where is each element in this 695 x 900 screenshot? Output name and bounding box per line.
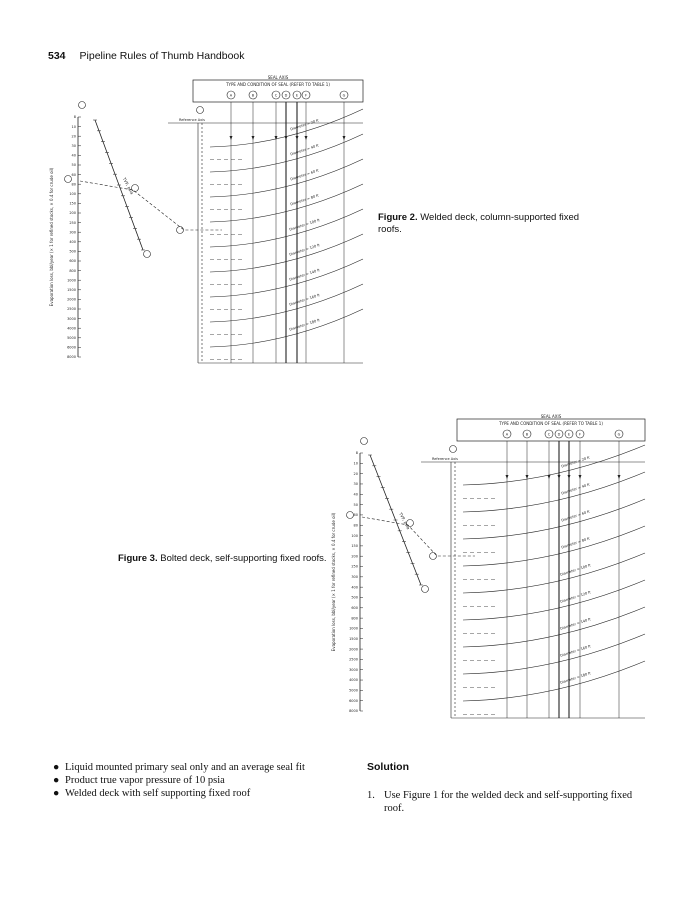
seal-marker-label: G <box>342 93 346 98</box>
diameter-label: Diameter = 20 ft <box>560 455 591 469</box>
loss-scale-tick-label: 3000 <box>67 316 76 321</box>
reference-axis-marker <box>450 446 457 453</box>
loss-scale-tick-label: 50 <box>353 502 358 507</box>
diameter-label: Diameter = 160 ft <box>559 644 592 658</box>
figure-3-caption-label: Figure 3. <box>118 553 158 564</box>
seal-marker-label: C <box>274 93 278 98</box>
loss-scale-tick-label: 5000 <box>67 336 76 340</box>
loss-scale-tick-label: 800 <box>351 616 358 621</box>
figure-2-caption-label: Figure 2. <box>378 212 418 223</box>
y-axis-label: Evaporation loss, bbl/year (× 1 for refined stocks, × 0.4 for crude oil) <box>331 512 336 652</box>
diameter-label: Diameter = 20 ft <box>289 118 320 132</box>
step-marker <box>177 227 184 234</box>
seal-marker-label: D <box>557 432 561 437</box>
seal-marker-label: E <box>567 432 571 437</box>
diameter-label: Diameter = 180 ft <box>559 671 592 685</box>
arrow-mark <box>343 136 346 140</box>
diameter-curve <box>463 445 645 485</box>
loss-scale-tick-label: 5000 <box>349 688 358 693</box>
seal-marker-label: A <box>505 432 509 437</box>
loss-scale-tick-label: 10 <box>353 461 358 466</box>
diameter-label: Diameter = 160 ft <box>288 293 321 307</box>
loss-scale-tick-label: 8 <box>73 115 76 120</box>
diameter-curve <box>463 634 645 674</box>
loss-scale-tick-label: 20 <box>353 471 358 476</box>
loss-scale-tick-label: 600 <box>69 259 76 264</box>
loss-scale-tick-label: 400 <box>69 240 76 244</box>
page-number: 534 <box>48 50 66 62</box>
seal-axis-subtitle: TYPE AND CONDITION OF SEAL (REFER TO TABLE 1) <box>499 421 603 426</box>
step-marker <box>144 251 151 258</box>
loss-scale-tick-label: 2000 <box>67 297 76 302</box>
figure-2-caption <box>378 212 588 236</box>
loss-scale-tick-label: 150 <box>351 544 358 549</box>
loss-scale-tick-label: 8000 <box>67 355 76 360</box>
diameter-label: Diameter = 40 ft <box>560 482 591 496</box>
reference-axis-marker <box>197 107 204 114</box>
arrow-mark <box>506 475 509 479</box>
loss-scale-tick-label: 2500 <box>67 307 76 312</box>
step-marker <box>361 438 368 445</box>
loss-scale-tick-label: 1500 <box>349 636 358 641</box>
seal-marker-label: B <box>251 93 255 98</box>
seal-marker-label: D <box>284 93 288 98</box>
diameter-label: Diameter = 100 ft <box>288 218 321 232</box>
book-title: Pipeline Rules of Thumb Handbook <box>79 50 245 62</box>
loss-scale-tick-label: 100 <box>351 533 358 538</box>
arrow-mark <box>568 475 571 479</box>
diameter-curve <box>463 580 645 620</box>
loss-scale-tick-label: 100 <box>69 192 76 196</box>
y-axis-label: Evaporation loss, bbl/year (× 1 for refined stocks, × 0.4 for crude oil) <box>49 167 54 307</box>
arrow-mark <box>230 136 233 140</box>
diameter-label: Diameter = 120 ft <box>288 243 321 257</box>
loss-scale-tick-label: 40 <box>353 492 358 497</box>
diameter-label: Diameter = 120 ft <box>559 590 592 604</box>
seal-marker-label: B <box>525 432 529 437</box>
seal-axis-title: SEAL AXIS <box>540 414 562 419</box>
solution-step-text: Use Figure 1 for the welded deck and self-supporting fixed roof. <box>384 790 633 814</box>
seal-axis-title: SEAL AXIS <box>267 75 289 80</box>
loss-scale-tick-label: 3000 <box>349 667 358 672</box>
loss-scale-tick-label: 1000 <box>349 626 358 631</box>
loss-scale-tick-label: 300 <box>69 230 76 235</box>
seal-marker-label: A <box>229 93 233 98</box>
diameter-label: Diameter = 180 ft <box>288 318 321 332</box>
figure-3-nomograph <box>325 413 650 725</box>
figure-3-caption <box>118 553 328 565</box>
diameter-curve <box>463 472 645 512</box>
list-item: ● Welded deck with self supporting fixed roof <box>53 788 251 799</box>
list-item: ● Liquid mounted primary seal only and an average seal fit <box>53 762 305 773</box>
loss-scale-tick-label: 1500 <box>67 288 76 292</box>
loss-scale-tick-label: 250 <box>351 564 358 569</box>
page-header <box>48 50 245 62</box>
loss-scale-tick-label: 80 <box>353 523 358 528</box>
loss-scale-tick-label: 80 <box>71 182 76 187</box>
loss-scale-tick-label: 40 <box>71 153 76 158</box>
loss-scale-tick-label: 400 <box>351 585 358 590</box>
loss-scale-tick-label: 6000 <box>67 345 76 350</box>
loss-scale-tick-label: 20 <box>71 134 76 139</box>
step-marker <box>79 102 86 109</box>
reference-axis-label: Reference Axis <box>179 118 205 122</box>
arrow-mark <box>579 475 582 479</box>
arrow-mark <box>285 136 288 140</box>
loss-scale-tick-label: 10 <box>71 124 76 129</box>
loss-scale-tick-label: 150 <box>69 201 76 206</box>
diameter-curve <box>463 661 645 701</box>
seal-axis-subtitle: TYPE AND CONDITION OF SEAL (REFER TO TABLE 1) <box>226 82 330 87</box>
seal-marker-label: F <box>578 432 582 437</box>
loss-scale-tick-label: 2500 <box>349 657 358 662</box>
loss-scale-tick-label: 200 <box>69 211 76 216</box>
seal-marker-label: C <box>547 432 551 437</box>
diameter-curve <box>463 553 645 593</box>
loss-scale-tick-label: 250 <box>69 220 76 225</box>
diameter-curve <box>463 499 645 539</box>
figure-2-nomograph <box>45 75 370 370</box>
loss-scale-tick-label: 30 <box>353 482 358 487</box>
loss-scale-tick-label: 600 <box>351 606 358 610</box>
loss-scale-tick-label: 50 <box>71 163 76 168</box>
step-marker <box>422 586 429 593</box>
list-item: ● Product true vapor pressure of 10 psia <box>53 775 225 786</box>
pressure-scale-label: TVP, psia <box>398 511 412 531</box>
loss-scale-tick-label: 8000 <box>349 709 358 714</box>
diameter-label: Diameter = 100 ft <box>559 563 592 577</box>
solution-step <box>367 789 647 815</box>
arrow-mark <box>618 475 621 479</box>
arrow-mark <box>305 136 308 140</box>
arrow-mark <box>526 475 529 479</box>
arrow-mark <box>296 136 299 140</box>
diameter-label: Diameter = 140 ft <box>559 617 592 631</box>
step-marker <box>65 176 72 183</box>
arrow-mark <box>548 475 551 479</box>
seal-marker-label: F <box>304 93 308 98</box>
loss-scale-tick-label: 500 <box>69 249 76 254</box>
loss-scale-tick-label: 800 <box>69 268 76 273</box>
loss-scale-tick-label: 200 <box>351 554 358 559</box>
loss-scale-tick-label: 60 <box>353 513 358 518</box>
loss-scale-tick-label: 2000 <box>349 647 358 652</box>
step-marker <box>347 512 354 519</box>
loss-scale-tick-label: 6000 <box>349 698 358 703</box>
diameter-label: Diameter = 60 ft <box>560 509 591 523</box>
arrow-mark <box>252 136 255 140</box>
diameter-label: Diameter = 40 ft <box>289 143 320 157</box>
loss-scale-tick-label: 60 <box>71 172 76 177</box>
loss-scale-tick-label: 500 <box>351 595 358 600</box>
loss-scale-tick-label: 8 <box>355 451 358 456</box>
solution-step-number: 1. <box>367 790 375 801</box>
seal-marker-label: G <box>617 432 621 437</box>
loss-scale-tick-label: 1000 <box>67 278 76 283</box>
diameter-label: Diameter = 80 ft <box>289 193 320 207</box>
construction-line <box>362 517 475 556</box>
conditions-list <box>48 761 348 800</box>
figure-3-caption-text: Bolted deck, self-supporting fixed roofs. <box>160 553 327 564</box>
construction-line <box>80 181 222 230</box>
loss-scale-tick-label: 4000 <box>67 326 76 331</box>
figure-2-caption-text: Welded deck, column-supported fixed roofs. <box>378 212 580 235</box>
arrow-mark <box>558 475 561 479</box>
diameter-curve <box>463 607 645 647</box>
reference-axis-label: Reference Axis <box>432 457 458 461</box>
loss-scale-tick-label: 4000 <box>349 678 358 683</box>
diameter-label: Diameter = 140 ft <box>288 268 321 282</box>
loss-scale-tick-label: 300 <box>351 575 358 580</box>
diameter-label: Diameter = 60 ft <box>289 168 320 182</box>
solution-heading: Solution <box>367 761 409 773</box>
loss-scale-tick-label: 30 <box>71 144 76 148</box>
pressure-scale-label: TVP, psia <box>121 176 135 196</box>
step-marker <box>430 553 437 560</box>
diameter-label: Diameter = 80 ft <box>560 536 591 550</box>
diameter-curve <box>463 526 645 566</box>
seal-marker-label: E <box>295 93 299 98</box>
